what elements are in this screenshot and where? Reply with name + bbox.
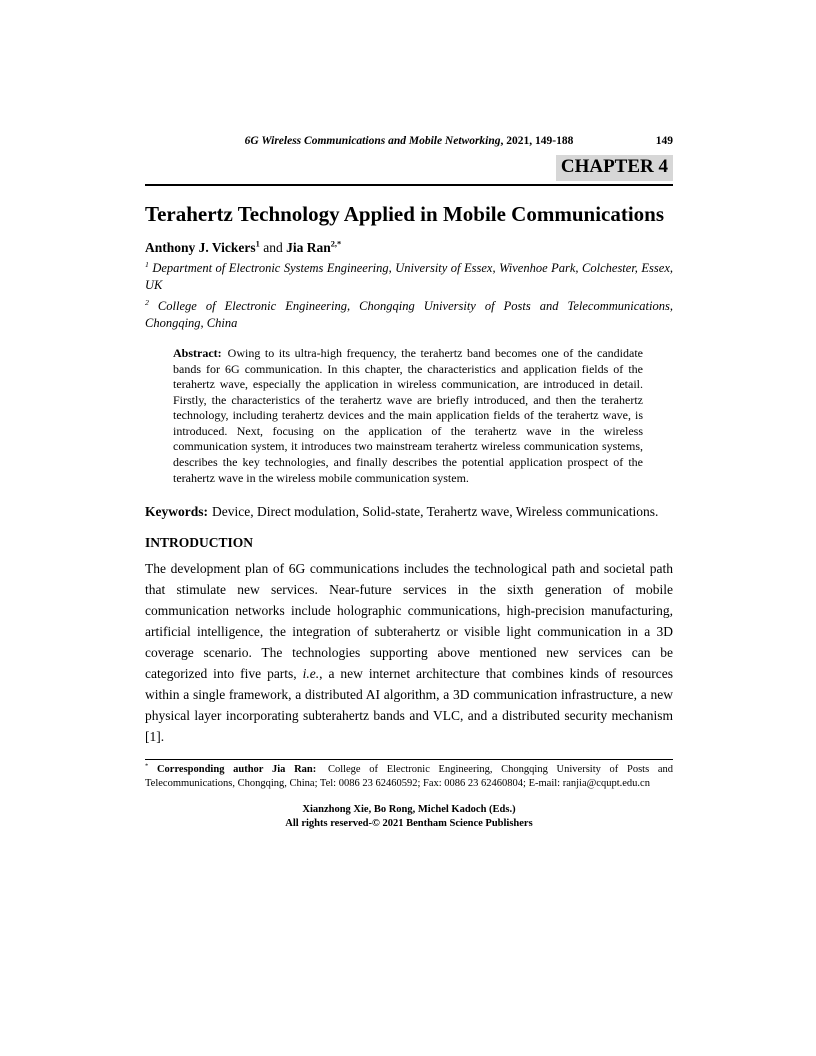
authors-line bbox=[145, 240, 673, 256]
author-2-name: Jia Ran$^{2,*}$ bbox=[286, 239, 342, 256]
author-2-affiliation-sup: 2,* bbox=[330, 239, 342, 249]
introduction-paragraph-latin-abbrev: i.e. bbox=[302, 665, 320, 681]
footnote-marker: * bbox=[145, 762, 149, 770]
journal-citation-suffix: , 2021, 149-188 bbox=[500, 135, 574, 147]
journal-title: 6G Wireless Communications and Mobile Networking bbox=[244, 135, 501, 147]
affiliation-2 bbox=[145, 298, 673, 332]
introduction-heading: INTRODUCTION bbox=[145, 535, 254, 551]
affiliation-1-text: Department of Electronic Systems Engineering, University of Essex, Wivenhoe Park, Colchester, Essex, UK bbox=[145, 261, 673, 293]
introduction-paragraph bbox=[145, 559, 673, 747]
footer-rights: All rights reserved-© 2021 Bentham Science Publishers bbox=[285, 817, 533, 829]
introduction-paragraph-part2: , a new internet architecture that combines kinds of resources within a single framework, a distributed AI algorithm, a 3D communication infrastructure, a new physical layer incorporating subterahertz bands and VLC, and a distributed security mechanism [1]. bbox=[145, 665, 673, 744]
keywords-text: Device, Direct modulation, Solid-state, Terahertz wave, Wireless communications. bbox=[212, 504, 659, 520]
abstract-block bbox=[173, 346, 643, 486]
page-title: Terahertz Technology Applied in Mobile Communications bbox=[145, 202, 665, 227]
introduction-paragraph-part1: The development plan of 6G communications includes the technological path and societal path that stimulate new services. Near-future services in the sixth generation of mobile communication networks include holographic communications, high-precision manufacturing, artificial intelligence, the integration of subterahertz or visible light communication in a 3D coverage scenario. The technologies supporting above mentioned new services can be categorized into five parts, bbox=[145, 561, 673, 681]
affiliation-1 bbox=[145, 260, 673, 294]
footer-editors: Xianzhong Xie, Bo Rong, Michel Kadoch (Eds.) bbox=[302, 803, 516, 815]
footnote-rule bbox=[145, 759, 673, 760]
authors-connector: and bbox=[259, 240, 287, 256]
affiliation-1-sup: 1 bbox=[145, 260, 149, 270]
footnote-label: Corresponding author Jia Ran: bbox=[156, 764, 317, 776]
chapter-badge: CHAPTER 4 bbox=[556, 155, 673, 181]
keywords-block bbox=[145, 502, 673, 523]
affiliation-2-sup: 2 bbox=[145, 298, 149, 308]
footnote-text: College of Electronic Engineering, Chongqing University of Posts and Telecommunications, Chongqing, China; Tel: 0086 23 62460592; Fax: 0086 23 62460804; E-mail: ranjia@cqupt.edu.cn bbox=[145, 764, 674, 790]
keywords-label: Keywords: bbox=[145, 504, 208, 520]
chapter-row bbox=[145, 155, 673, 181]
page-number: 149 bbox=[655, 135, 673, 147]
running-head bbox=[145, 134, 673, 148]
corresponding-author-footnote bbox=[145, 763, 673, 790]
header-rule bbox=[145, 184, 673, 186]
affiliation-2-text: College of Electronic Engineering, Chongqing University of Posts and Telecommunications, Chongqing, China bbox=[145, 299, 673, 331]
author-1-affiliation-sup: 1 bbox=[255, 239, 260, 249]
abstract-label: Abstract: bbox=[173, 345, 222, 360]
abstract-text: Owing to its ultra-high frequency, the terahertz band becomes one of the candidate bands for 6G communication. In this chapter, the characteristics and application fields of the terahertz wave, especially the application in wireless communication, are introduced in detail. Firstly, the characteristics of the terahertz wave are briefly introduced, and then the terahertz technology, including terahertz devices and the main application fields of the terahertz wave, is introduced. Next, focusing on the application of the terahertz wave in the wireless communication system, it introduces two mainstream terahertz wireless communication systems, describes the key technologies, and finally describes the potential application prospect of the terahertz wave in the wireless mobile communication system. bbox=[173, 345, 643, 485]
publisher-footer bbox=[145, 803, 673, 831]
page-content bbox=[145, 0, 673, 831]
author-1-name: Anthony J. Vickers$^1$ bbox=[145, 239, 260, 256]
